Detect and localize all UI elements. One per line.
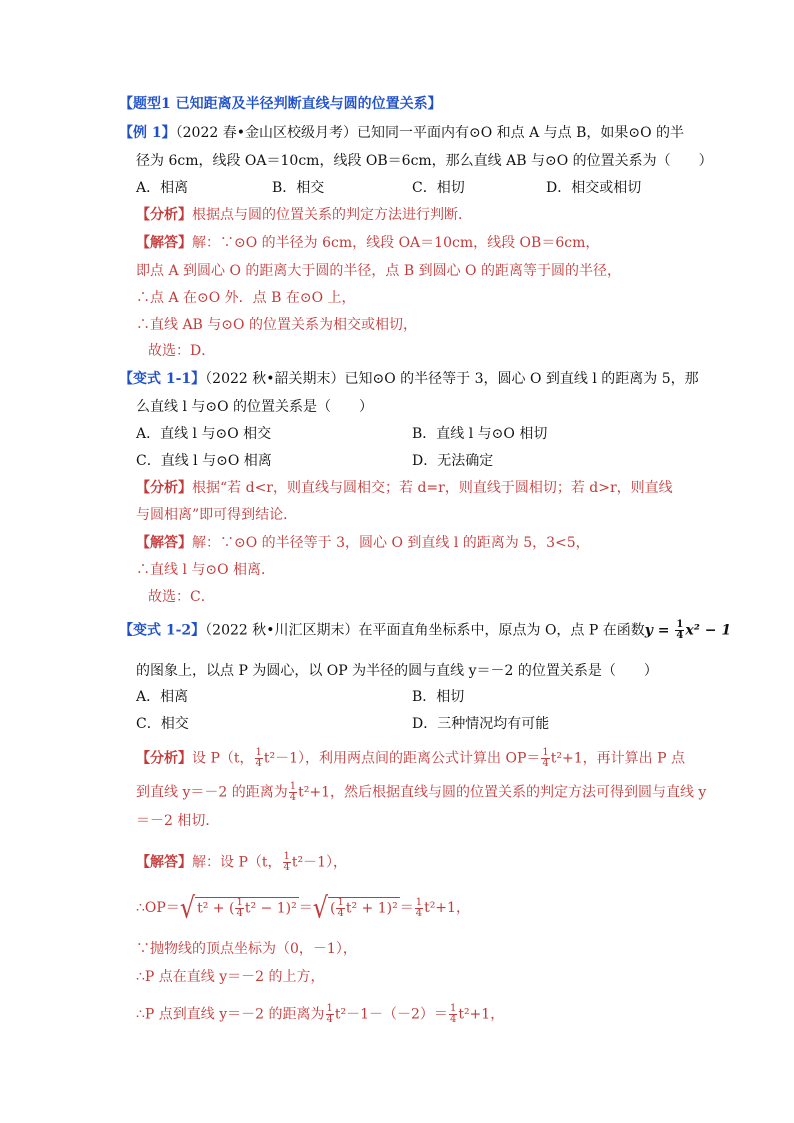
fraction-quarter: $\frac{1}{4}$: [255, 747, 262, 769]
analysis-line3: ＝－2 相切．: [136, 813, 220, 829]
analysis-text: 设 P（t，: [192, 750, 254, 767]
function-lhs: y =: [644, 622, 675, 639]
answer-line5: [136, 1004, 504, 1025]
fraction-quarter: $\frac{1}{4}$: [326, 1003, 333, 1025]
answer-text: 解：设 P（t，: [192, 854, 282, 871]
question-text: （2022 秋•韶关期末）已知⊙O 的半径等于 3，圆心 O 到直线 l 的距离为 5，那: [205, 371, 699, 387]
variant-1-2-line1: [119, 620, 731, 641]
answer-text: ∴OP＝: [136, 900, 180, 916]
answer-line1: [136, 234, 599, 252]
answer-tag: 【解答】: [136, 854, 192, 871]
variant-1-2-line2: 的图象上，以点 P 为圆心，以 OP 为半径的圆与直线 y＝－2 的位置关系是（ ）: [136, 663, 658, 679]
analysis-text: t²+1，再计算出 P 点: [550, 750, 685, 767]
choose-line: 故选：D．: [148, 343, 216, 359]
option-d: D．三种情况均有可能: [412, 716, 550, 732]
analysis-tag: 【分析】: [136, 480, 192, 496]
answer-tag: 【解答】: [136, 235, 192, 251]
option-a: A．相离: [136, 180, 189, 196]
fraction-quarter: $\frac{1}{4}$: [415, 896, 423, 919]
fraction-quarter: $\frac{1}{4}$: [676, 619, 684, 641]
analysis-text: 到直线 y＝－2 的距离为: [136, 784, 288, 801]
answer-text: t²+1，: [424, 900, 470, 916]
option-d: D．无法确定: [412, 453, 494, 469]
answer-tag: 【解答】: [136, 535, 192, 551]
answer-line1: [136, 534, 590, 552]
answer-text: ∴P 点到直线 y＝－2 的距离为: [136, 1006, 325, 1023]
analysis-text: t²－1），利用两点间的距离公式计算出 OP＝: [263, 750, 541, 767]
answer-text: t²－1），: [291, 854, 348, 871]
variant-1-1-line1: [119, 370, 699, 388]
variant-1-1-line2: 么直线 l 与⊙O 的位置关系是（ ）: [136, 399, 374, 415]
option-a: A．相离: [136, 689, 189, 705]
function-rhs: x² − 1: [685, 622, 732, 639]
question-text: （2022 秋•川汇区期末）在平面直角坐标系中，原点为 O，点 P 在函数: [205, 622, 645, 639]
analysis-tag: 【分析】: [136, 750, 192, 767]
option-a: A．直线 l 与⊙O 相交: [136, 426, 272, 442]
answer-text: t²－1－（－2）＝: [334, 1006, 448, 1023]
analysis-line2: [136, 782, 706, 803]
equals: ＝: [399, 900, 414, 916]
option-b: B．直线 l 与⊙O 相切: [412, 426, 548, 442]
analysis-line2: 与圆相离”即可得到结论．: [136, 507, 298, 523]
option-d: D．相交或相切: [546, 180, 642, 196]
answer-text: t²+1，: [458, 1006, 505, 1023]
answer-text: 解：∵⊙O 的半径为 6cm，线段 OA＝10cm，线段 OB＝6cm，: [192, 235, 600, 251]
fraction-quarter: $\frac{1}{4}$: [449, 1003, 457, 1025]
analysis-text: t²+1，然后根据直线与圆的位置关系的判定方法可得到圆与直线 y: [298, 784, 707, 801]
radicand: ( $\frac{1}{4}$ t² + 1)²: [329, 897, 398, 919]
equals: ＝: [298, 900, 313, 916]
example-1-line2: 径为 6cm，线段 OA＝10cm，线段 OB＝6cm，那么直线 AB 与⊙O 的位置关系为（ ）: [136, 153, 713, 169]
answer-line1: [136, 852, 347, 873]
answer-line2: 即点 A 到圆心 O 的距离大于圆的半径，点 B 到圆心 O 的距离等于圆的半径，: [136, 263, 621, 279]
sqrt-symbol: √: [179, 891, 196, 925]
analysis-text: 根据点与圆的位置关系的判定方法进行判断．: [192, 207, 472, 223]
analysis-text: 根据“若 d<r，则直线与圆相交；若 d=r，则直线于圆相切；若 d>r，则直线: [192, 480, 673, 496]
fraction-quarter: $\frac{1}{4}$: [283, 851, 290, 873]
option-c: C．相切: [412, 180, 465, 196]
radicand: t² + ( $\frac{1}{4}$ t² − 1)²: [197, 897, 297, 919]
answer-line2: ∴直线 l 与⊙O 相离．: [136, 562, 276, 578]
section-heading: 【题型1 已知距离及半径判断直线与圆的位置关系】: [119, 96, 442, 112]
example-tag: 【例 1】: [119, 125, 176, 141]
choose-line: 故选：C．: [148, 589, 215, 605]
variant-tag: 【变式 1-1】: [119, 371, 206, 387]
option-b: B．相交: [272, 180, 325, 196]
answer-line3: ∵抛物线的顶点坐标为（0，－1），: [136, 941, 357, 957]
analysis: [136, 748, 685, 769]
question-text: （2022 春•金山区校级月考）已知同一平面内有⊙O 和点 A 与点 B，如果⊙O 的半: [175, 125, 685, 141]
answer-line4: ∴P 点在直线 y＝－2 的上方，: [136, 969, 325, 985]
fraction-quarter: $\frac{1}{4}$: [542, 747, 549, 769]
analysis: [136, 206, 472, 224]
answer-line4: ∴直线 AB 与⊙O 的位置关系为相交或相切，: [136, 317, 417, 333]
answer-line3: ∴点 A 在⊙O 外．点 B 在⊙O 上，: [136, 290, 356, 306]
sqrt-symbol: √: [312, 891, 328, 925]
option-c: C．相交: [136, 716, 189, 732]
answer-text: 解：∵⊙O 的半径等于 3，圆心 O 到直线 l 的距离为 5，3<5，: [192, 535, 590, 551]
option-b: B．相切: [412, 689, 465, 705]
example-1-line1: [119, 124, 684, 142]
fraction-quarter: $\frac{1}{4}$: [289, 781, 297, 803]
analysis-tag: 【分析】: [136, 207, 192, 223]
option-c: C．直线 l 与⊙O 相离: [136, 453, 272, 469]
answer-line2-sqrt: [136, 891, 470, 925]
analysis: [136, 479, 673, 497]
variant-tag: 【变式 1-2】: [119, 622, 206, 639]
